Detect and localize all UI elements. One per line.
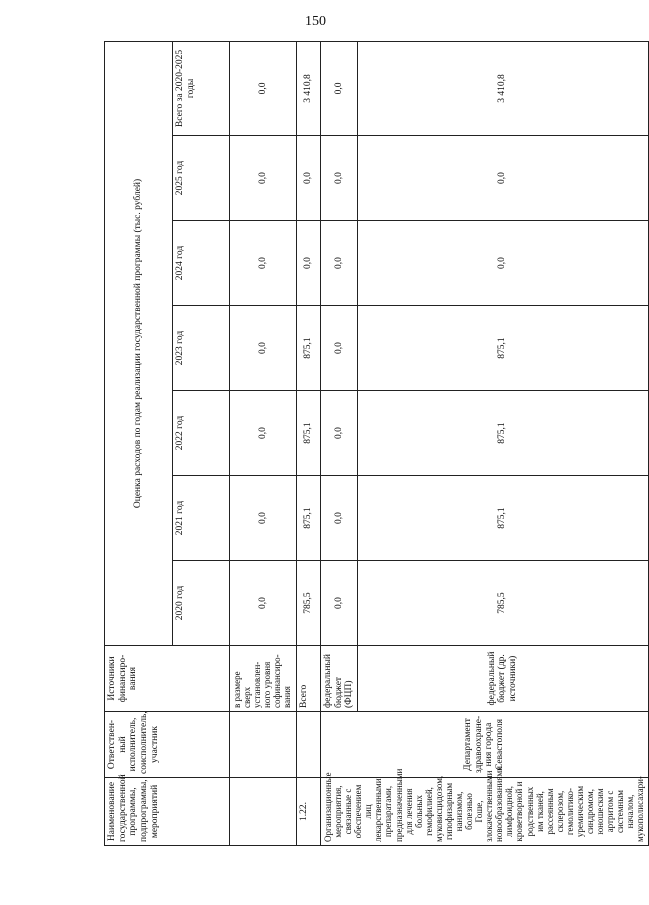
source-cell: в размере сверх установлен-ного уровня софинансиро-вания: [230, 646, 297, 712]
value-cell: 0,0: [321, 136, 358, 221]
value-cell: 0,0: [230, 41, 297, 135]
header-name: Наименование государственной программы, подпрограммы, мероприятий: [105, 778, 230, 846]
value-cell: 785,5: [357, 561, 648, 646]
source-cell: Всего: [297, 646, 321, 712]
measure-number: 1.22.: [297, 778, 321, 846]
header-year: 2025 год: [173, 136, 230, 221]
value-cell: 875,1: [297, 391, 321, 476]
value-cell: 875,1: [357, 306, 648, 391]
value-cell: 0,0: [230, 391, 297, 476]
header-total: Всего за 2020-2025 годы: [173, 41, 230, 135]
header-executor: Ответствен-ный исполнитель, соисполнитель, участник: [105, 712, 230, 778]
value-cell: 0,0: [321, 391, 358, 476]
source-cell: федеральный бюджет (ФЦП): [321, 646, 358, 712]
budget-table: [104, 41, 649, 846]
value-cell: 875,1: [357, 476, 648, 561]
value-cell: 0,0: [230, 306, 297, 391]
header-group-title: Оценка расходов по годам реализации государственной программы (тыс. рублей): [105, 41, 173, 645]
value-cell: 0,0: [297, 136, 321, 221]
header-year: 2024 год: [173, 221, 230, 306]
table-row: [321, 41, 358, 845]
value-cell: 0,0: [357, 221, 648, 306]
page-number: 150: [305, 14, 326, 29]
value-cell: 875,1: [297, 306, 321, 391]
value-cell: 0,0: [230, 561, 297, 646]
value-cell: 0,0: [230, 221, 297, 306]
value-cell: 0,0: [321, 221, 358, 306]
value-cell: 3 410,8: [297, 41, 321, 135]
value-cell: 0,0: [230, 136, 297, 221]
rotated-table-container: [104, 42, 646, 846]
measure-title: Организационные мероприятия, связанные с обеспечением лиц лекарственными препаратами, предназначенными для лечения больных гемофилией, муковисцидозом, гипофизарным нанизмом, болезнью Гоше, злокачественными новообразованиями лимфоидной, кроветворной и родственных им тканей, рассеянным склерозом, гемолитико-уремическим синдромом, юношеским артритом с системным началом, мукополисахари-: [321, 778, 649, 846]
header-year: 2022 год: [173, 391, 230, 476]
header-year: 2021 год: [173, 476, 230, 561]
source-cell: федеральный бюджет (др. источники): [357, 646, 648, 712]
value-cell: 3 410,8: [357, 41, 648, 135]
header-year: 2023 год: [173, 306, 230, 391]
table-row: [297, 41, 321, 845]
table-row: [230, 41, 297, 845]
value-cell: 0,0: [357, 136, 648, 221]
value-cell: 0,0: [321, 476, 358, 561]
value-cell: 875,1: [357, 391, 648, 476]
header-year: 2020 год: [173, 561, 230, 646]
value-cell: 875,1: [297, 476, 321, 561]
value-cell: 785,5: [297, 561, 321, 646]
value-cell: 0,0: [321, 561, 358, 646]
header-sources: Источники финансиро-вания: [105, 646, 230, 712]
value-cell: 0,0: [230, 476, 297, 561]
value-cell: 0,0: [321, 41, 358, 135]
measure-executor: Департамент здравоохране-ния города Севастополя: [321, 712, 649, 778]
value-cell: 0,0: [321, 306, 358, 391]
value-cell: 0,0: [297, 221, 321, 306]
